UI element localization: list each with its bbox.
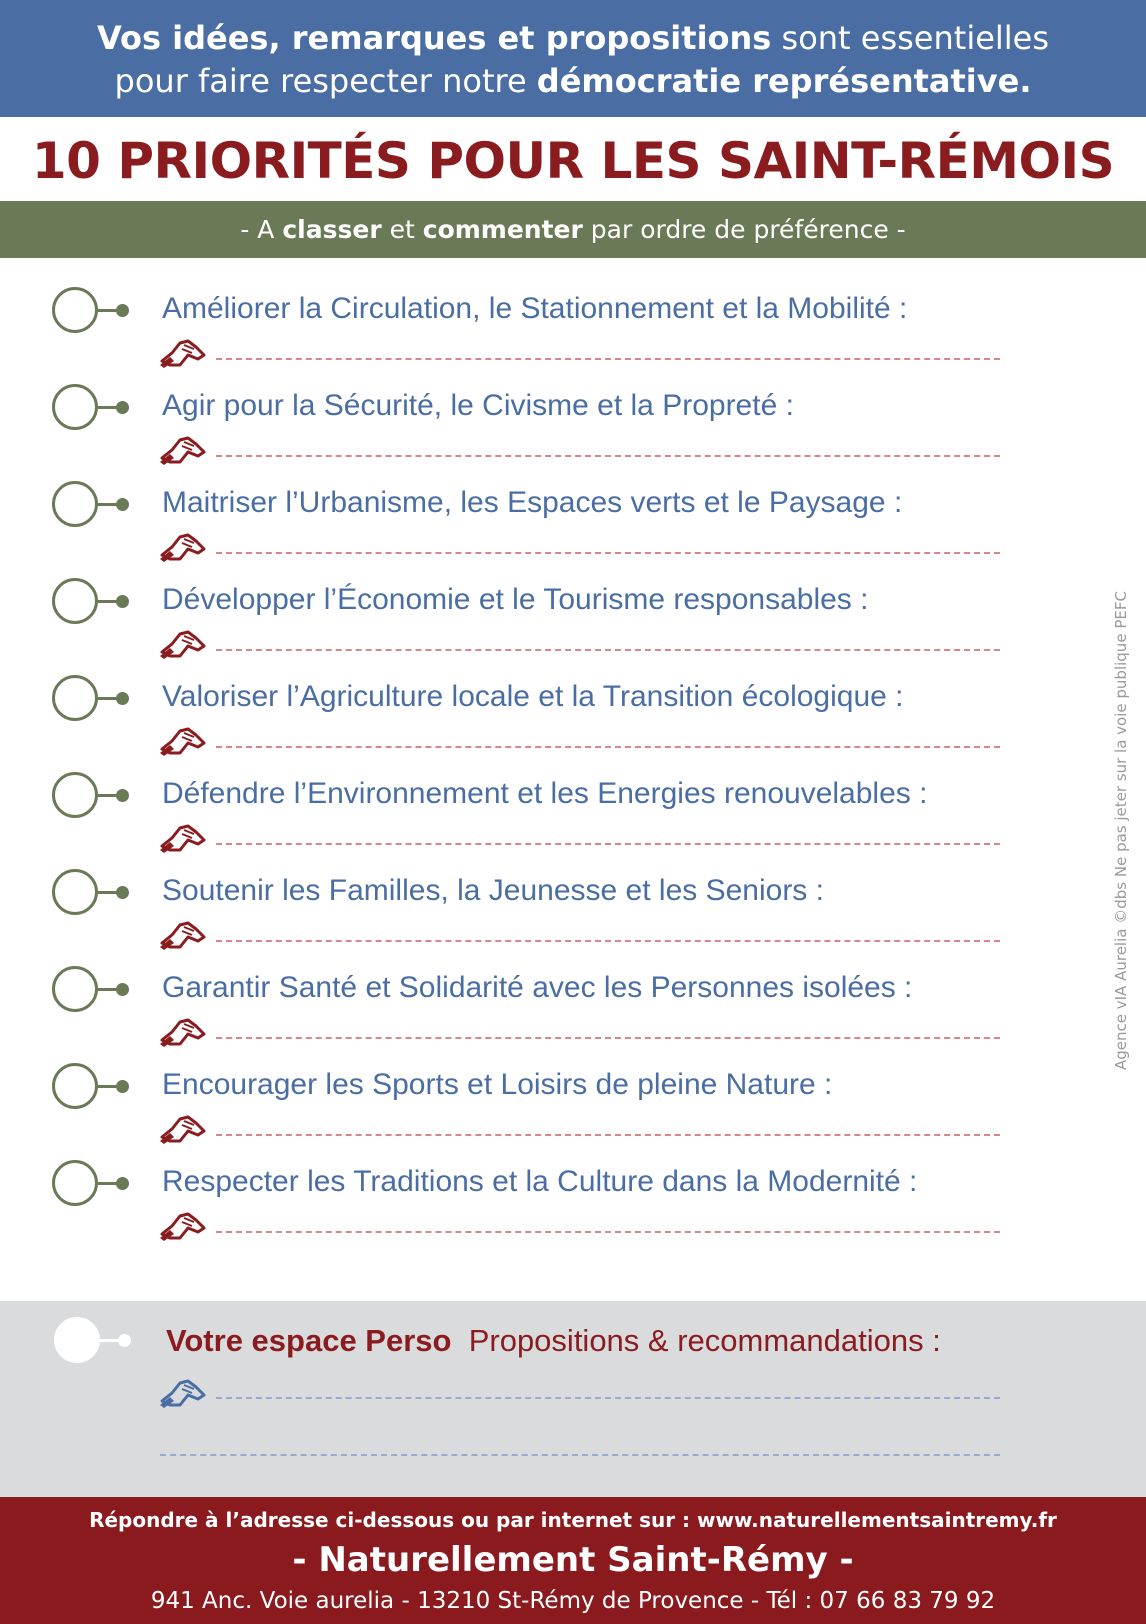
comment-line[interactable] (216, 1134, 1000, 1136)
comment-line[interactable] (216, 455, 1000, 457)
comment-line[interactable] (216, 843, 1000, 845)
header-line-2 (0, 61, 1146, 101)
priority-item (0, 1152, 1146, 1252)
subtitle-post: par ordre de préférence - (582, 215, 906, 244)
radio-knob-icon[interactable] (52, 384, 132, 434)
priority-label: Valoriser l’Agriculture locale et la Transition écologique : (162, 680, 904, 713)
writing-hand-icon (158, 1014, 210, 1048)
radio-knob-icon[interactable] (52, 772, 132, 822)
perso-label-bold: Votre espace Perso (166, 1323, 452, 1358)
writing-hand-icon (158, 820, 210, 854)
writing-hand-icon (158, 1208, 210, 1242)
footer-banner (0, 1497, 1146, 1624)
priority-label: Respecter les Traditions et la Culture dans la Modernité : (162, 1165, 918, 1198)
footer-org-name: - Naturellement Saint-Rémy - (292, 1540, 854, 1580)
priority-item (0, 958, 1146, 1058)
comment-line[interactable] (216, 358, 1000, 360)
subtitle-pre: - A (240, 215, 283, 244)
writing-hand-icon (158, 917, 210, 951)
writing-hand-icon (158, 432, 210, 466)
subtitle-bold-1: classer (282, 215, 382, 244)
subtitle-banner (0, 201, 1146, 258)
comment-line[interactable] (216, 940, 1000, 942)
writing-hand-icon (158, 723, 210, 757)
priority-item (0, 279, 1146, 379)
header-line-2-bold: démocratie représentative. (536, 62, 1032, 100)
comment-line[interactable] (216, 1037, 1000, 1039)
priority-label: Défendre l’Environnement et les Energies renouvelables : (162, 777, 928, 810)
priority-label: Soutenir les Familles, la Jeunesse et les Seniors : (162, 874, 824, 907)
radio-knob-icon[interactable] (52, 1160, 132, 1210)
page-title: 10 PRIORITÉS POUR LES SAINT-RÉMOIS (31, 132, 1115, 190)
comment-line[interactable] (216, 1231, 1000, 1233)
header-line-2-start: pour faire respecter notre (114, 62, 537, 100)
radio-knob-icon[interactable] (52, 966, 132, 1016)
comment-line[interactable] (216, 746, 1000, 748)
priority-label: Développer l’Économie et le Tourisme responsables : (162, 583, 869, 616)
priority-item (0, 764, 1146, 864)
writing-hand-icon (158, 1111, 210, 1145)
priority-item (0, 570, 1146, 670)
side-credit (1108, 510, 1134, 1070)
perso-write-line-2[interactable] (160, 1454, 1000, 1456)
side-credit-text: Agence vIA Aurelia ©dbs Ne pas jeter sur la voie publique PEFC (1112, 591, 1130, 1070)
priority-label: Garantir Santé et Solidarité avec les Personnes isolées : (162, 971, 913, 1004)
priority-item (0, 473, 1146, 573)
perso-label (166, 1321, 941, 1361)
footer-contact-line: Répondre à l’adresse ci-dessous ou par internet sur : www.naturellementsaintremy.fr (89, 1508, 1057, 1532)
header-banner (0, 0, 1146, 117)
perso-label-rest: Propositions & recommandations : (468, 1323, 941, 1358)
priority-label: Agir pour la Sécurité, le Civisme et la Propreté : (162, 389, 794, 422)
writing-hand-icon (158, 529, 210, 563)
comment-line[interactable] (216, 552, 1000, 554)
comment-line[interactable] (216, 649, 1000, 651)
header-line-1-bold: Vos idées, remarques et propositions (96, 19, 772, 57)
perso-section (0, 1301, 1146, 1497)
subtitle-bold-2: commenter (422, 215, 583, 244)
radio-knob-icon[interactable] (52, 578, 132, 628)
priority-item (0, 376, 1146, 476)
writing-hand-icon (158, 335, 210, 369)
subtitle-mid: et (381, 215, 423, 244)
priority-item (0, 667, 1146, 767)
header-line-1 (0, 18, 1146, 58)
radio-knob-icon[interactable] (54, 1317, 134, 1367)
priority-label: Améliorer la Circulation, le Stationnement et la Mobilité : (162, 292, 908, 325)
priority-item (0, 1055, 1146, 1155)
footer-address: 941 Anc. Voie aurelia - 13210 St-Rémy de Provence - Tél : 07 66 83 79 92 (150, 1588, 996, 1614)
writing-hand-icon (158, 1375, 210, 1409)
radio-knob-icon[interactable] (52, 1063, 132, 1113)
priority-label: Encourager les Sports et Loisirs de pleine Nature : (162, 1068, 833, 1101)
radio-knob-icon[interactable] (52, 481, 132, 531)
radio-knob-icon[interactable] (52, 287, 132, 337)
header-line-1-rest: sont essentielles (771, 19, 1050, 57)
radio-knob-icon[interactable] (52, 869, 132, 919)
writing-hand-icon (158, 626, 210, 660)
priority-item (0, 861, 1146, 961)
radio-knob-icon[interactable] (52, 675, 132, 725)
priority-label: Maitriser l’Urbanisme, les Espaces verts et le Paysage : (162, 486, 903, 519)
perso-write-line-1[interactable] (216, 1397, 1000, 1399)
